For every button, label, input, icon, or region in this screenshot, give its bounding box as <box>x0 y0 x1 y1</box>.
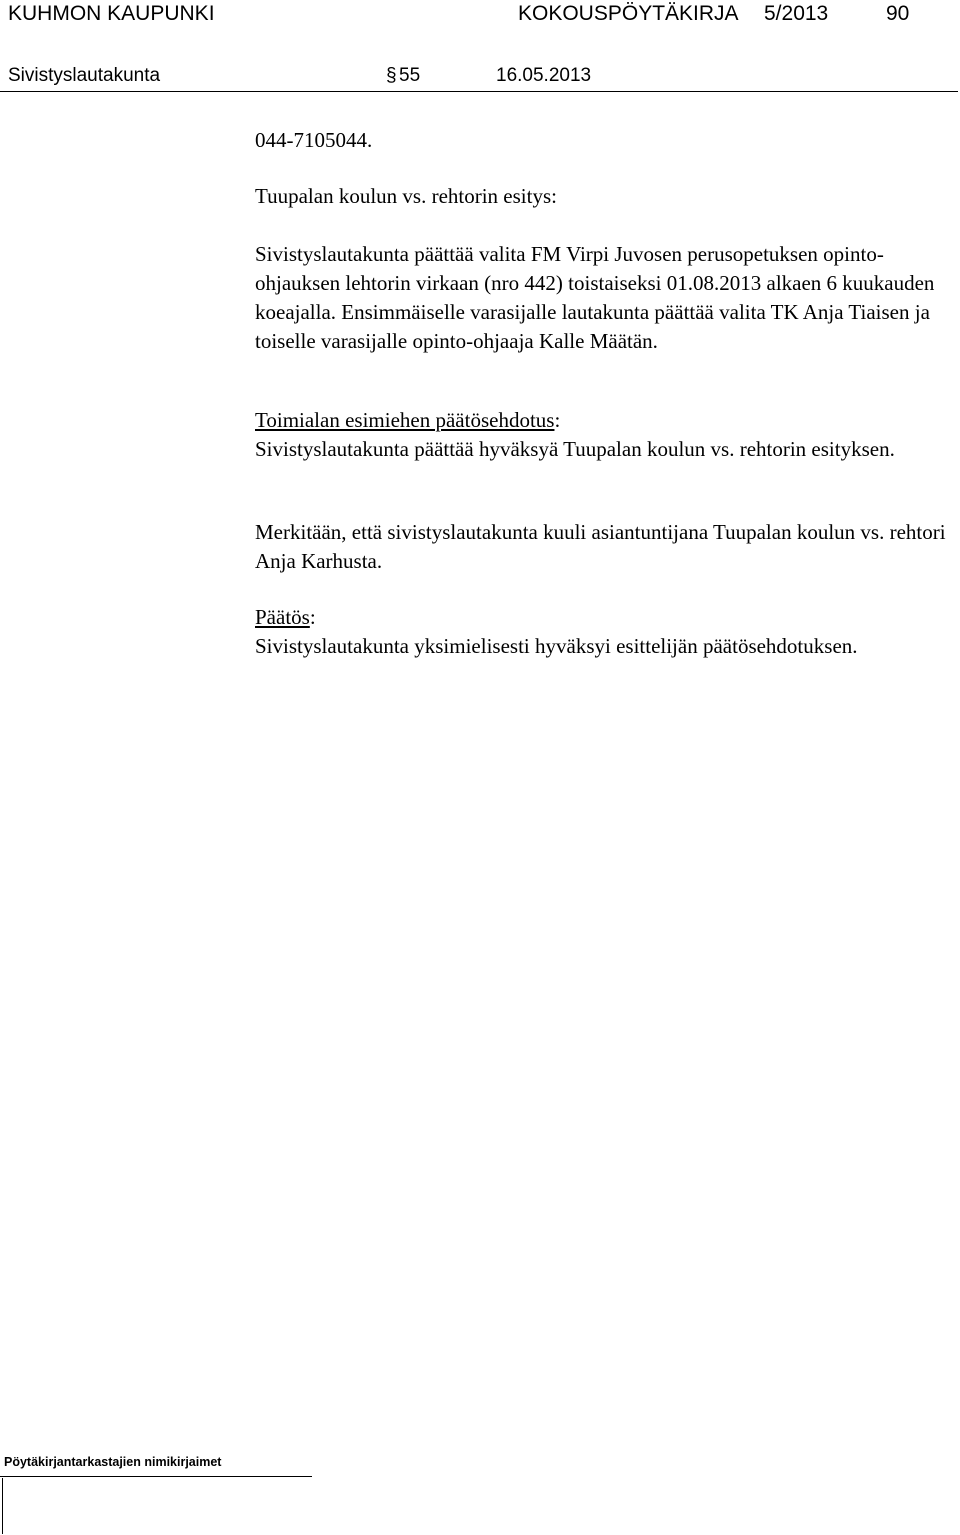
signature-box-line <box>2 1478 3 1534</box>
decision-text: Sivistyslautakunta yksimielisesti hyväksyi esittelijän päätösehdotuksen. <box>255 634 858 658</box>
page-number: 90 <box>886 2 910 25</box>
committee-name: Sivistyslautakunta <box>8 65 161 86</box>
issue-number: 5/2013 <box>764 2 829 25</box>
meeting-date: 16.05.2013 <box>496 65 592 86</box>
footer-rule <box>0 1476 312 1477</box>
head-proposal-label: Toimialan esimiehen päätösehdotus <box>255 408 555 432</box>
proposal-text: Sivistyslautakunta päättää valita FM Virpi Juvosen perusopetuksen opinto-ohjauksen lehtorin virkaan (nro 442) toistaiseksi 01.08.2013 alkaen 6 kuukauden koeajalla. Ensimmäiselle varasijalle lautakunta päättää valita TK Anja Tiaisen ja toiselle varasijalle opinto-ohjaaja Kalle Määtän. <box>255 242 935 353</box>
head-proposal-block <box>255 406 960 464</box>
head-proposal-text: Sivistyslautakunta päättää hyväksyä Tuupalan koulun vs. rehtorin esityksen. <box>255 437 895 461</box>
phone-line: 044-7105044. <box>255 128 373 152</box>
minutes-body <box>255 0 960 700</box>
organization-name: KUHMON KAUPUNKI <box>8 2 215 25</box>
note-text: Merkitään, että sivistyslautakunta kuuli asiantuntijana Tuupalan koulun vs. rehtori Anja Karhusta. <box>255 520 946 573</box>
signatures-label: Pöytäkirjantarkastajien nimikirjaimet <box>4 1455 222 1469</box>
head-proposal-colon: : <box>554 408 561 432</box>
section-symbol: § <box>386 65 397 86</box>
proposal-heading: Tuupalan koulun vs. rehtorin esitys: <box>255 184 557 208</box>
decision-colon: : <box>309 605 316 629</box>
section-number: 55 <box>399 65 421 86</box>
decision-block <box>255 603 960 661</box>
document-type: KOKOUSPÖYTÄKIRJA <box>518 2 739 25</box>
decision-label: Päätös <box>255 605 310 629</box>
